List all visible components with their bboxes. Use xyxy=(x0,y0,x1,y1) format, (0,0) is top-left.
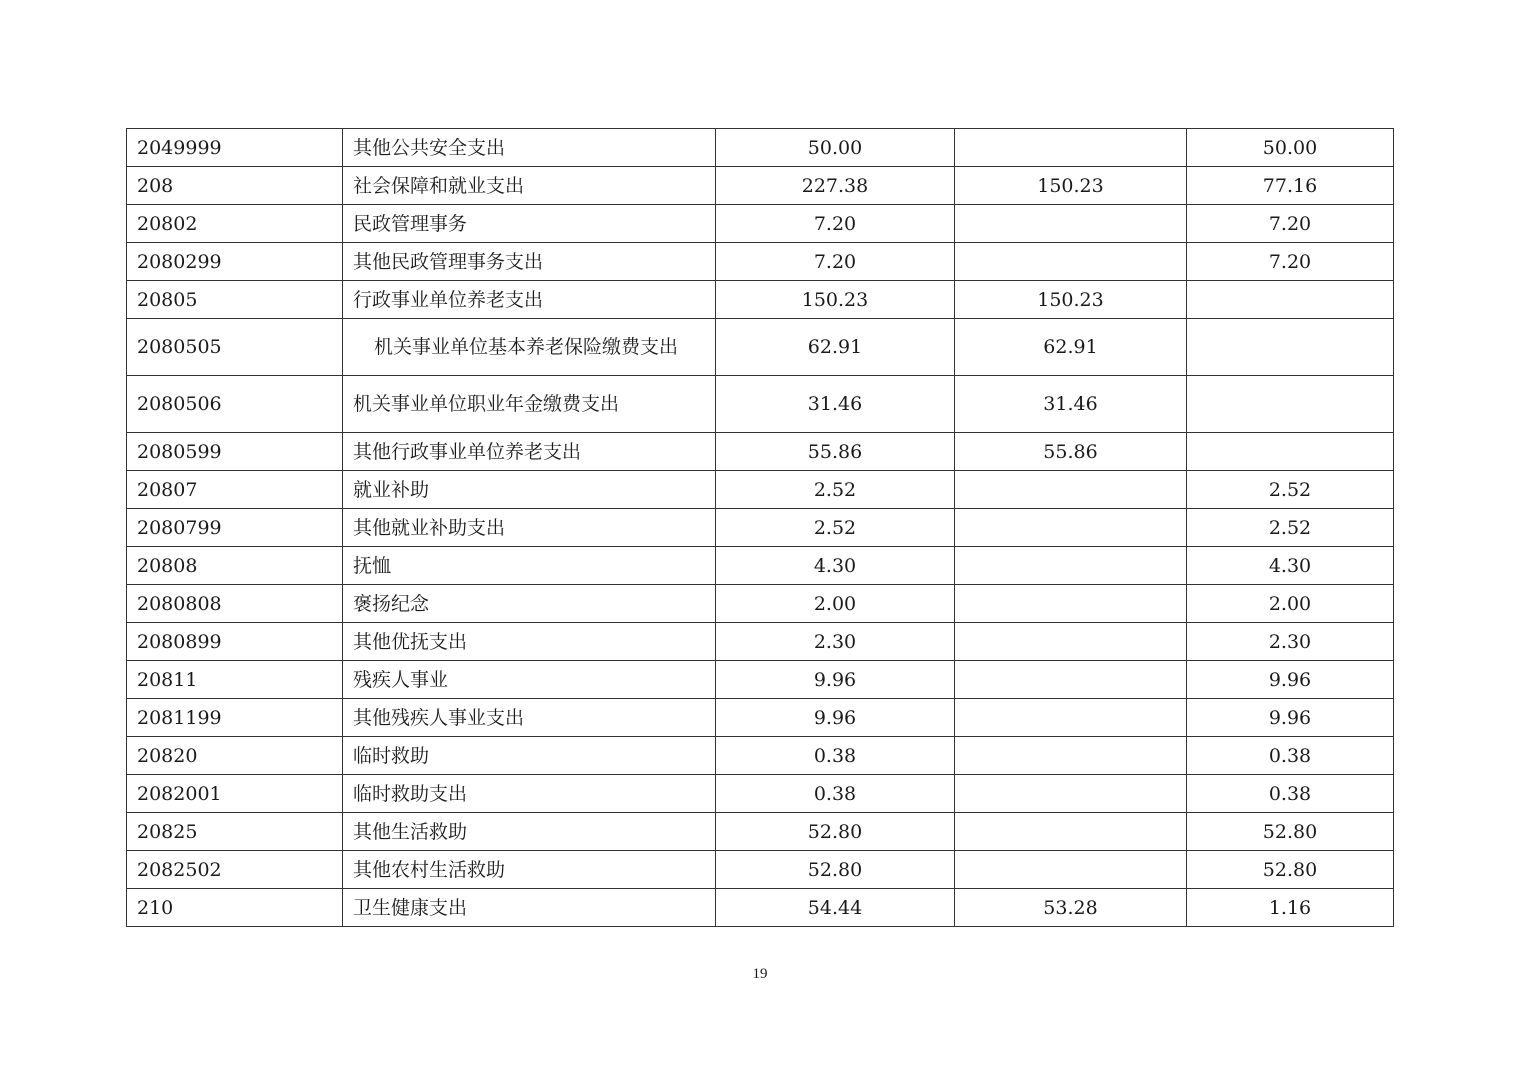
basic-expenditure-cell xyxy=(955,585,1187,623)
budget-table xyxy=(126,128,1394,927)
item-name-cell: 其他残疾人事业支出 xyxy=(343,699,716,737)
item-name-cell: 抚恤 xyxy=(343,547,716,585)
total-amount-cell: 2.30 xyxy=(716,623,955,661)
code-cell: 20808 xyxy=(127,547,343,585)
basic-expenditure-cell: 150.23 xyxy=(955,167,1187,205)
code-cell: 2080899 xyxy=(127,623,343,661)
table-row xyxy=(127,129,1394,167)
basic-expenditure-cell xyxy=(955,851,1187,889)
table-row xyxy=(127,851,1394,889)
code-cell: 20811 xyxy=(127,661,343,699)
table-row xyxy=(127,471,1394,509)
code-cell: 20825 xyxy=(127,813,343,851)
table-row xyxy=(127,699,1394,737)
total-amount-cell: 50.00 xyxy=(716,129,955,167)
table-row xyxy=(127,547,1394,585)
basic-expenditure-cell xyxy=(955,661,1187,699)
basic-expenditure-cell: 53.28 xyxy=(955,889,1187,927)
project-expenditure-cell: 0.38 xyxy=(1187,775,1394,813)
item-name-cell: 其他生活救助 xyxy=(343,813,716,851)
item-name-cell: 行政事业单位养老支出 xyxy=(343,281,716,319)
basic-expenditure-cell: 55.86 xyxy=(955,433,1187,471)
item-name-cell: 就业补助 xyxy=(343,471,716,509)
total-amount-cell: 52.80 xyxy=(716,851,955,889)
project-expenditure-cell: 0.38 xyxy=(1187,737,1394,775)
code-cell: 2080799 xyxy=(127,509,343,547)
basic-expenditure-cell: 150.23 xyxy=(955,281,1187,319)
total-amount-cell: 2.52 xyxy=(716,471,955,509)
project-expenditure-cell xyxy=(1187,433,1394,471)
code-cell: 20805 xyxy=(127,281,343,319)
total-amount-cell: 54.44 xyxy=(716,889,955,927)
table-row xyxy=(127,205,1394,243)
table-body xyxy=(127,129,1394,927)
basic-expenditure-cell xyxy=(955,243,1187,281)
basic-expenditure-cell xyxy=(955,623,1187,661)
code-cell: 20802 xyxy=(127,205,343,243)
total-amount-cell: 31.46 xyxy=(716,376,955,433)
code-cell: 2080506 xyxy=(127,376,343,433)
basic-expenditure-cell: 31.46 xyxy=(955,376,1187,433)
item-name-cell: 卫生健康支出 xyxy=(343,889,716,927)
code-cell: 2082502 xyxy=(127,851,343,889)
total-amount-cell: 62.91 xyxy=(716,319,955,376)
code-cell: 208 xyxy=(127,167,343,205)
code-cell: 20820 xyxy=(127,737,343,775)
table-row xyxy=(127,243,1394,281)
table-row xyxy=(127,509,1394,547)
project-expenditure-cell: 2.00 xyxy=(1187,585,1394,623)
code-cell: 210 xyxy=(127,889,343,927)
code-cell: 2080299 xyxy=(127,243,343,281)
basic-expenditure-cell xyxy=(955,547,1187,585)
basic-expenditure-cell xyxy=(955,737,1187,775)
table-row xyxy=(127,376,1394,433)
total-amount-cell: 0.38 xyxy=(716,737,955,775)
project-expenditure-cell xyxy=(1187,319,1394,376)
table-row xyxy=(127,775,1394,813)
total-amount-cell: 0.38 xyxy=(716,775,955,813)
total-amount-cell: 7.20 xyxy=(716,243,955,281)
item-name-cell: 其他公共安全支出 xyxy=(343,129,716,167)
item-name-cell: 其他优抚支出 xyxy=(343,623,716,661)
project-expenditure-cell: 2.52 xyxy=(1187,509,1394,547)
total-amount-cell: 52.80 xyxy=(716,813,955,851)
table-row xyxy=(127,813,1394,851)
total-amount-cell: 4.30 xyxy=(716,547,955,585)
item-name-cell: 褒扬纪念 xyxy=(343,585,716,623)
basic-expenditure-cell xyxy=(955,129,1187,167)
project-expenditure-cell: 2.30 xyxy=(1187,623,1394,661)
item-name-cell: 社会保障和就业支出 xyxy=(343,167,716,205)
total-amount-cell: 2.52 xyxy=(716,509,955,547)
table-row xyxy=(127,167,1394,205)
project-expenditure-cell: 52.80 xyxy=(1187,813,1394,851)
code-cell: 2049999 xyxy=(127,129,343,167)
code-cell: 2082001 xyxy=(127,775,343,813)
table-row xyxy=(127,433,1394,471)
project-expenditure-cell: 9.96 xyxy=(1187,699,1394,737)
basic-expenditure-cell xyxy=(955,699,1187,737)
table-row xyxy=(127,889,1394,927)
basic-expenditure-cell xyxy=(955,471,1187,509)
item-name-cell: 临时救助 xyxy=(343,737,716,775)
project-expenditure-cell xyxy=(1187,281,1394,319)
table-row xyxy=(127,737,1394,775)
basic-expenditure-cell xyxy=(955,509,1187,547)
project-expenditure-cell: 2.52 xyxy=(1187,471,1394,509)
code-cell: 2080808 xyxy=(127,585,343,623)
total-amount-cell: 2.00 xyxy=(716,585,955,623)
basic-expenditure-cell xyxy=(955,775,1187,813)
item-name-cell: 机关事业单位基本养老保险缴费支出 xyxy=(343,319,716,376)
item-name-cell: 残疾人事业 xyxy=(343,661,716,699)
project-expenditure-cell: 4.30 xyxy=(1187,547,1394,585)
item-name-cell: 机关事业单位职业年金缴费支出 xyxy=(343,376,716,433)
total-amount-cell: 150.23 xyxy=(716,281,955,319)
page-number: 19 xyxy=(752,966,768,982)
code-cell: 20807 xyxy=(127,471,343,509)
basic-expenditure-cell xyxy=(955,205,1187,243)
total-amount-cell: 55.86 xyxy=(716,433,955,471)
total-amount-cell: 227.38 xyxy=(716,167,955,205)
project-expenditure-cell: 52.80 xyxy=(1187,851,1394,889)
total-amount-cell: 9.96 xyxy=(716,699,955,737)
item-name-cell: 民政管理事务 xyxy=(343,205,716,243)
project-expenditure-cell xyxy=(1187,376,1394,433)
total-amount-cell: 9.96 xyxy=(716,661,955,699)
project-expenditure-cell: 7.20 xyxy=(1187,205,1394,243)
table-row xyxy=(127,281,1394,319)
project-expenditure-cell: 7.20 xyxy=(1187,243,1394,281)
basic-expenditure-cell xyxy=(955,813,1187,851)
project-expenditure-cell: 77.16 xyxy=(1187,167,1394,205)
table-row xyxy=(127,319,1394,376)
code-cell: 2081199 xyxy=(127,699,343,737)
total-amount-cell: 7.20 xyxy=(716,205,955,243)
item-name-cell: 其他行政事业单位养老支出 xyxy=(343,433,716,471)
item-name-cell: 其他民政管理事务支出 xyxy=(343,243,716,281)
project-expenditure-cell: 9.96 xyxy=(1187,661,1394,699)
item-name-cell: 临时救助支出 xyxy=(343,775,716,813)
code-cell: 2080505 xyxy=(127,319,343,376)
project-expenditure-cell: 1.16 xyxy=(1187,889,1394,927)
item-name-cell: 其他就业补助支出 xyxy=(343,509,716,547)
basic-expenditure-cell: 62.91 xyxy=(955,319,1187,376)
project-expenditure-cell: 50.00 xyxy=(1187,129,1394,167)
table-row xyxy=(127,585,1394,623)
item-name-cell: 其他农村生活救助 xyxy=(343,851,716,889)
table-row xyxy=(127,661,1394,699)
table-row xyxy=(127,623,1394,661)
code-cell: 2080599 xyxy=(127,433,343,471)
